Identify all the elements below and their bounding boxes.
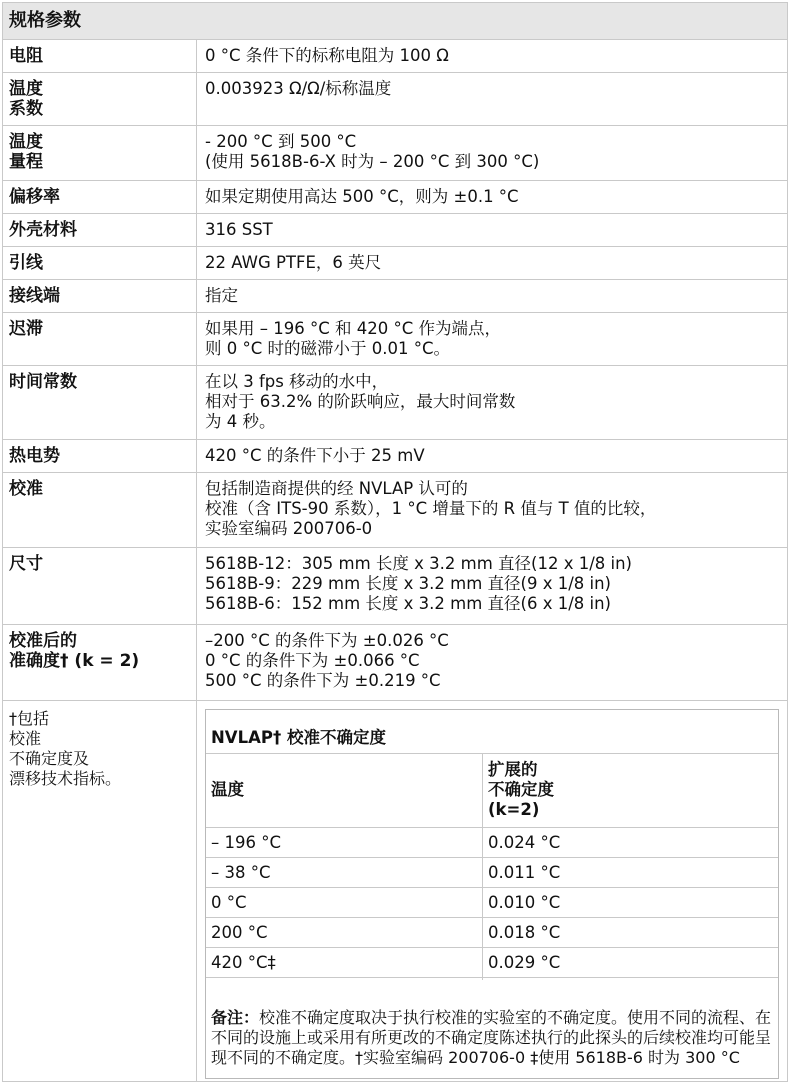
resistance-value: 0 °C 条件下的标称电阻为 100 Ω [205,46,449,65]
dimensions-row [2,548,788,625]
calibration-value: 包括制造商提供的经 NVLAP 认可的 校准（含 ITS-90 系数），1 °C 增量下的 R 值与 T 值的比较， 实验室编码 200706-0 [205,479,657,538]
nvlap-cell [197,701,787,1081]
time-constant-value: 在以 3 fps 移动的水中， 相对于 63.2% 的阶跃响应，最大时间常数 为 4 秒。 [205,372,516,431]
nvlap-table-row [206,948,778,978]
calibration-uncertainty-row [2,701,788,1082]
nvlap-table-row [206,918,778,948]
hysteresis-value: 如果用 – 196 °C 和 420 °C 作为端点， 则 0 °C 时的磁滞小于 0.01 °C。 [205,319,501,358]
time-constant-label: 时间常数 [3,366,197,439]
sheath-material-label: 外壳材料 [3,214,197,246]
nvlap-table-title: NVLAP† 校准不确定度 [206,710,778,754]
time-constant-row [2,366,788,440]
calibrated-accuracy-label: 校准后的 准确度† (k = 2) [3,625,197,700]
nvlap-note [211,988,774,1068]
nvlap-table-row [206,888,778,918]
uncertainty-cell: 0.011 °C [488,863,561,882]
calibration-label: 校准 [3,473,197,547]
drift-rate-value: 如果定期使用高达 500 °C，则为 ±0.1 °C [205,187,519,206]
thermal-emf-value: 420 °C 的条件下小于 25 mV [205,446,425,465]
resistance-label: 电阻 [3,40,197,72]
termination-value: 指定 [205,286,238,305]
note-label: 备注： [211,1008,260,1027]
sheath-material-value: 316 SST [205,220,273,239]
temperature-range-value: - 200 °C 到 500 °C (使用 5618B-6-X 时为 – 200 °C 到 300 °C) [205,132,540,171]
temperature-cell: 420 °C‡ [211,953,276,972]
nvlap-table-row [206,858,778,888]
temperature-cell: – 196 °C [211,833,282,852]
uncertainty-cell: 0.024 °C [488,833,561,852]
uncertainty-cell: 0.018 °C [488,923,561,942]
termination-row [2,280,788,313]
nvlap-uncertainty-table [205,709,779,1079]
calibration-row [2,473,788,548]
lead-wire-value: 22 AWG PTFE，6 英尺 [205,253,382,272]
temperature-cell: 200 °C [211,923,268,942]
uncertainty-cell: 0.029 °C [488,953,561,972]
nvlap-table-row [206,828,778,858]
dimensions-label: 尺寸 [3,548,197,624]
termination-label: 接线端 [3,280,197,312]
temperature-coefficient-row [2,73,788,126]
resistance-row [2,40,788,73]
uncertainty-cell: 0.010 °C [488,893,561,912]
temperature-cell: 0 °C [211,893,247,912]
temperature-coefficient-label: 温度 系数 [3,73,197,125]
thermal-emf-row [2,440,788,473]
footnote-label: †包括 校准 不确定度及 漂移技术指标。 [3,701,197,1081]
temperature-column-header: 温度 [211,780,244,799]
thermal-emf-label: 热电势 [3,440,197,472]
note-text: 校准不确定度取决于执行校准的实验室的不确定度。使用不同的流程、在不同的设施上或采用有所更改的不确定度陈述执行的此探头的后续校准均可能呈现不同的不确定度。†实验室编码 200706-0 ‡使用 5618B-6 时为 300 °C [211,1008,772,1067]
dimensions-value: 5618B-12：305 mm 长度 x 3.2 mm 直径(12 x 1/8 in) 5618B-9：229 mm 长度 x 3.2 mm 直径(9 x 1/8 in) 5618B-6：152 mm 长度 x 3.2 mm 直径(6 x 1/8 in) [205,554,632,613]
nvlap-table-header [206,754,778,828]
calibrated-accuracy-value: –200 °C 的条件下为 ±0.026 °C 0 °C 的条件下为 ±0.066 °C 500 °C 的条件下为 ±0.219 °C [205,631,449,690]
drift-rate-label: 偏移率 [3,181,197,213]
uncertainty-column-header: 扩展的 不确定度 (k=2) [488,760,554,819]
calibrated-accuracy-row [2,625,788,701]
temperature-coefficient-value: 0.003923 Ω/Ω/标称温度 [205,79,392,98]
spec-table-title: 规格参数 [2,2,788,40]
drift-rate-row [2,181,788,214]
temperature-range-row [2,126,788,181]
hysteresis-label: 迟滞 [3,313,197,365]
lead-wire-label: 引线 [3,247,197,279]
column-divider [482,754,483,980]
temperature-range-label: 温度 量程 [3,126,197,180]
lead-wire-row [2,247,788,280]
sheath-material-row [2,214,788,247]
temperature-cell: – 38 °C [211,863,271,882]
hysteresis-row [2,313,788,366]
